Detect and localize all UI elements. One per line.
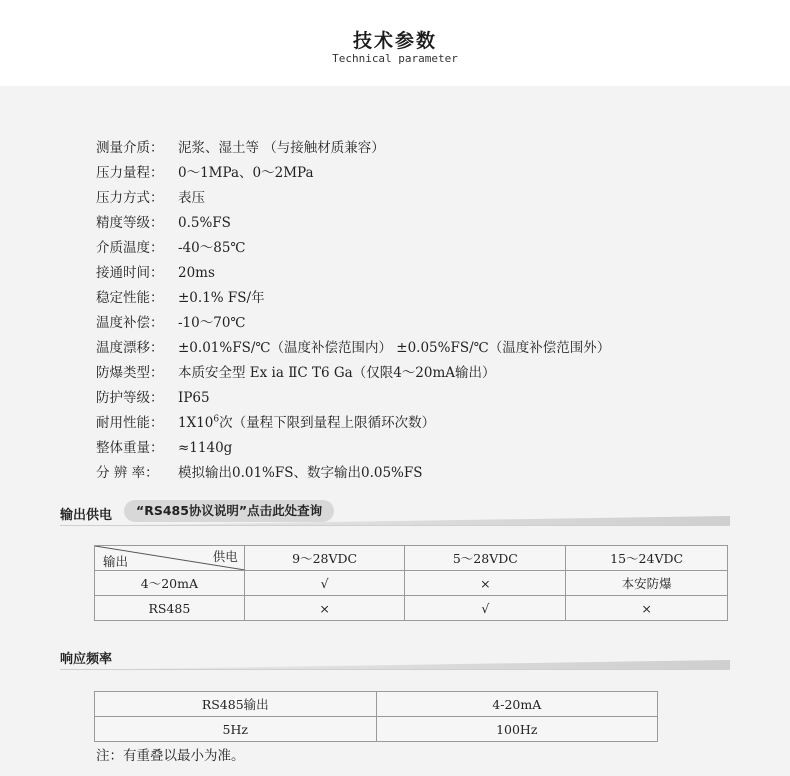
spec-row <box>96 386 756 411</box>
spec-value-part: 1X10 <box>178 415 214 431</box>
rs485-protocol-link[interactable]: “RS485协议说明”点击此处查询 <box>124 500 334 522</box>
spec-row <box>96 161 756 186</box>
spec-label: 压力量程： <box>96 165 164 181</box>
table-header-row <box>95 692 658 717</box>
output-section-header <box>60 500 730 526</box>
spec-label: 温度漂移： <box>96 340 164 356</box>
footnote: 注：有重叠以最小为准。 <box>96 748 245 764</box>
spec-label: 接通时间： <box>96 265 164 281</box>
column-header: 4-20mA <box>376 692 658 717</box>
spec-label: 防护等级： <box>96 390 164 406</box>
output-section-title: 输出供电 <box>60 508 113 523</box>
spec-value: IP65 <box>178 390 210 406</box>
spec-row <box>96 136 756 161</box>
spec-row <box>96 436 756 461</box>
corner-output-label: 输出 <box>103 554 129 569</box>
response-section-title: 响应频率 <box>60 652 113 667</box>
spec-label: 耐用性能： <box>96 415 164 431</box>
section-divider-line <box>60 669 730 670</box>
spec-row <box>96 186 756 211</box>
spec-label: 压力方式： <box>96 190 164 206</box>
spec-value: ±0.01%FS/℃（温度补偿范围内） ±0.05%FS/℃（温度补偿范围外） <box>178 340 611 356</box>
column-header: 9～28VDC <box>244 546 405 571</box>
spec-row <box>96 211 756 236</box>
spec-value: 20ms <box>178 265 215 281</box>
row-header: RS485 <box>95 596 245 621</box>
table-cell: 5Hz <box>95 717 377 742</box>
column-header: 15～24VDC <box>566 546 728 571</box>
spec-list <box>96 136 756 486</box>
spec-row <box>96 411 756 436</box>
spec-value <box>178 411 435 436</box>
spec-value-exponent: 6 <box>213 414 220 425</box>
spec-value: -40～85℃ <box>178 240 246 256</box>
spec-label: 温度补偿： <box>96 315 164 331</box>
table-cell: × <box>405 571 566 596</box>
table-cell: √ <box>244 571 405 596</box>
spec-row <box>96 261 756 286</box>
spec-row <box>96 361 756 386</box>
spec-value: 表压 <box>178 190 205 206</box>
table-cell: × <box>566 596 728 621</box>
table-row <box>95 596 728 621</box>
spec-value: 泥浆、湿土等 （与接触材质兼容） <box>178 140 385 156</box>
table-cell: × <box>244 596 405 621</box>
table-cell: 本安防爆 <box>566 571 728 596</box>
spec-value: ≈1140g <box>178 440 233 456</box>
spec-label: 防爆类型： <box>96 365 164 381</box>
section-divider-line <box>60 525 730 526</box>
spec-value: 0.5%FS <box>178 215 231 231</box>
spec-value: 本质安全型 Ex ia ⅡC T6 Ga（仅限4～20mA输出） <box>178 365 496 381</box>
spec-label: 整体重量： <box>96 440 164 456</box>
spec-value: -10～70℃ <box>178 315 246 331</box>
spec-row <box>96 461 756 486</box>
spec-label: 精度等级： <box>96 215 164 231</box>
column-header: 5～28VDC <box>405 546 566 571</box>
corner-power-label: 供电 <box>212 549 238 564</box>
page-header <box>0 0 790 86</box>
spec-value: 模拟输出0.01%FS、数字输出0.05%FS <box>178 465 423 481</box>
response-frequency-table <box>94 691 658 742</box>
table-row <box>95 571 728 596</box>
diagonal-header-cell <box>95 546 245 571</box>
table-cell: 100Hz <box>376 717 658 742</box>
spec-row <box>96 336 756 361</box>
spec-label: 稳定性能： <box>96 290 164 306</box>
output-power-table <box>94 545 728 621</box>
table-cell: √ <box>405 596 566 621</box>
spec-row <box>96 236 756 261</box>
page-subtitle: Technical parameter <box>332 52 458 65</box>
spec-value-part: 次（量程下限到量程上限循环次数） <box>219 415 436 431</box>
spec-row <box>96 286 756 311</box>
row-header: 4～20mA <box>95 571 245 596</box>
spec-value: ±0.1% FS/年 <box>178 290 265 306</box>
spec-row <box>96 311 756 336</box>
spec-value: 0～1MPa、0～2MPa <box>178 165 314 181</box>
response-section-header <box>60 644 730 670</box>
spec-label: 介质温度： <box>96 240 164 256</box>
spec-label: 测量介质： <box>96 140 164 156</box>
table-header-row <box>95 546 728 571</box>
column-header: RS485输出 <box>95 692 377 717</box>
spec-label: 分 辨 率： <box>96 465 159 481</box>
page-title: 技术参数 <box>352 30 437 52</box>
table-row <box>95 717 658 742</box>
